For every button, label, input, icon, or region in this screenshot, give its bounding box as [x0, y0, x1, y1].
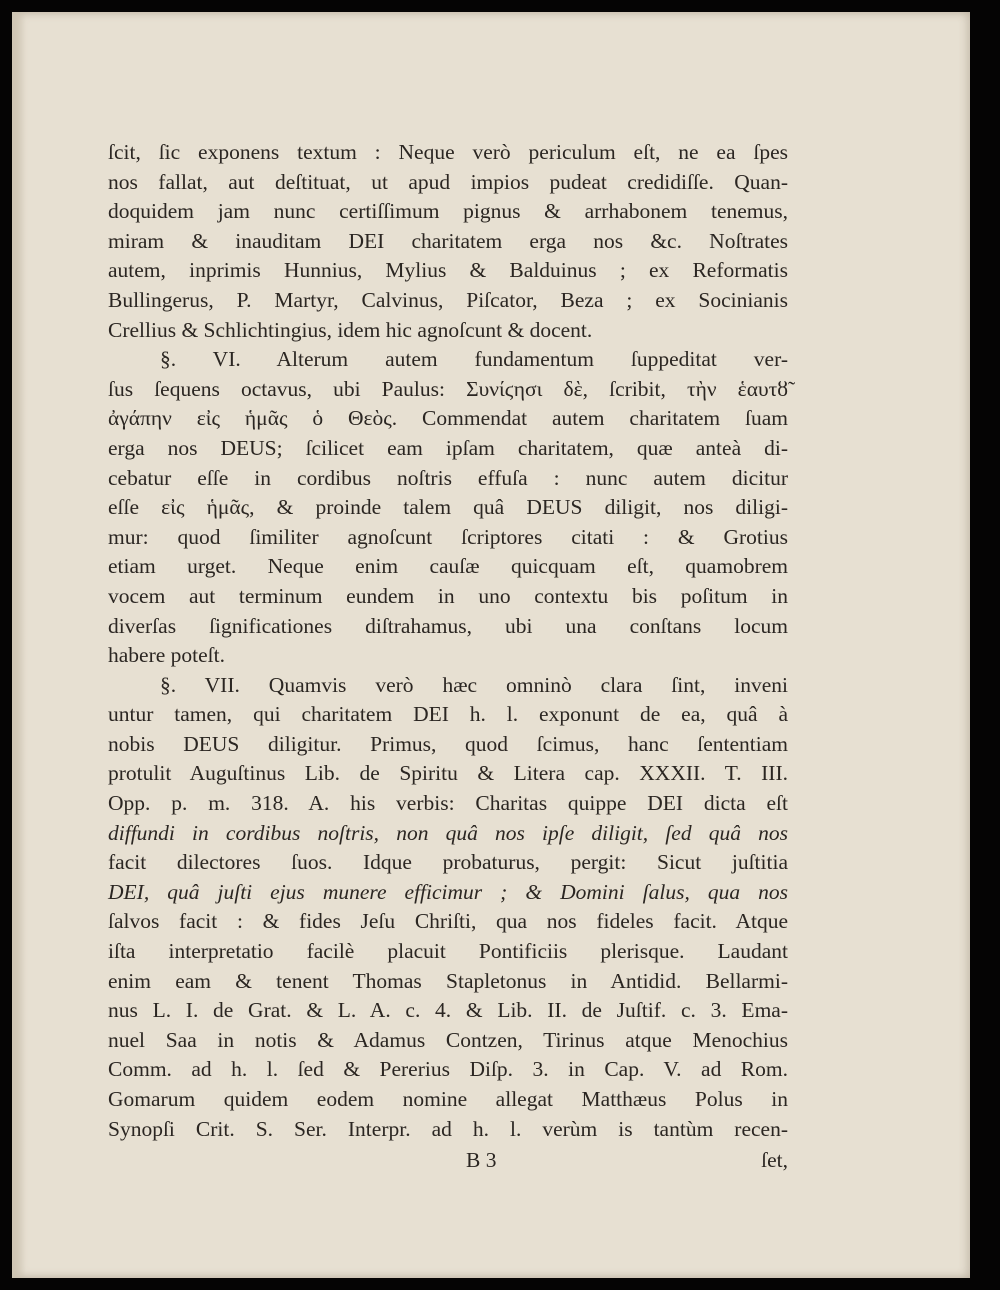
text-line: diffundi in cordibus noſtris, non quâ nos ipſe diligit, ſed quâ nos: [108, 820, 788, 845]
text-line: nuel Saa in notis & Adamus Contzen, Tirinus atque Menochius: [108, 1027, 788, 1052]
text-line: mur: quod ſimiliter agnoſcunt ſcriptores citati : & Grotius: [108, 524, 788, 549]
text-line: etiam urget. Neque enim cauſæ quicquam eſt, quamobrem: [108, 554, 788, 579]
text-line: protulit Auguſtinus Lib. de Spiritu & Litera cap. XXXII. T. III.: [108, 761, 788, 786]
text-line: Comm. ad h. l. ſed & Pererius Diſp. 3. in Cap. V. ad Rom.: [108, 1057, 788, 1082]
text-line: vocem aut terminum eundem in uno contextu bis poſitum in: [108, 583, 788, 608]
text-line: Synopſi Crit. S. Ser. Interpr. ad h. l. verùm is tantùm recen-: [108, 1116, 788, 1141]
catchword: ſet,: [761, 1148, 788, 1172]
text-line: ſcit, ſic exponens textum : Neque verò periculum eſt, ne ea ſpes: [108, 140, 788, 164]
body-text: [108, 138, 788, 1144]
text-line: facit dilectores ſuos. Idque probaturus, pergit: Sicut juſtitia: [108, 850, 788, 875]
text-line: doquidem jam nunc certiſſimum pignus & arrhabonem tenemus,: [108, 199, 788, 224]
text-line: Crellius & Schlichtingius, idem hic agnoſcunt & docent.: [108, 317, 593, 342]
signature-mark: B 3: [466, 1148, 497, 1172]
section-heading-line: §. VII. Quamvis verò hæc omninò clara ſint, inveni: [160, 672, 788, 697]
text-line: Bullingerus, P. Martyr, Calvinus, Piſcator, Beza ; ex Socinianis: [108, 287, 788, 312]
text-line: nobis DEUS diligitur. Primus, quod ſcimus, hanc ſententiam: [108, 731, 788, 756]
text-line: nos fallat, aut deſtituat, ut apud impios pudeat credidiſſe. Quan-: [108, 169, 788, 194]
text-line: eſſe εἰς ἡμᾶς, & proinde talem quâ DEUS diligit, nos diligi-: [108, 495, 788, 520]
text-line: ſalvos facit : & fides Jeſu Chriſti, qua nos fideles facit. Atque: [108, 909, 788, 934]
text-line: habere poteſt.: [108, 643, 226, 668]
text-line: iſta interpretatio facilè placuit Pontificiis plerisque. Laudant: [108, 939, 788, 964]
page-binding-shadow: [12, 12, 26, 1278]
text-line: untur tamen, qui charitatem DEI h. l. exponunt de ea, quâ à: [108, 702, 788, 727]
text-line: DEI, quâ juſti ejus munere efficimur ; & Domini ſalus, qua nos: [108, 879, 788, 904]
text-line: diverſas ſignificationes diſtrahamus, ubi una conſtans locum: [108, 613, 788, 638]
text-line: erga nos DEUS; ſcilicet eam ipſam charitatem, quæ anteà di-: [108, 435, 788, 460]
text-line: nus L. I. de Grat. & L. A. c. 4. & Lib. II. de Juſtif. c. 3. Ema-: [108, 998, 788, 1023]
text-line: Gomarum quidem eodem nomine allegat Matthæus Polus in: [108, 1087, 788, 1111]
text-line: ἀγάπην εἰς ἡμᾶς ὁ Θεὸς. Commendat autem charitatem ſuam: [108, 406, 788, 431]
page-footer: [108, 1148, 788, 1178]
text-line: miram & inauditam DEI charitatem erga nos &c. Noſtrates: [108, 228, 788, 253]
text-line: ſus ſequens octavus, ubi Paulus: Συνίϛησι δὲ, ſcribit, τὴν ἑαυτȣ̃: [108, 376, 788, 401]
section-heading-line: §. VI. Alterum autem fundamentum ſuppeditat ver-: [160, 347, 788, 372]
text-line: cebatur eſſe in cordibus noſtris effuſa : nunc autem dicitur: [108, 465, 788, 490]
text-line: enim eam & tenent Thomas Stapletonus in Antidid. Bellarmi-: [108, 968, 788, 993]
text-line: autem, inprimis Hunnius, Mylius & Balduinus ; ex Reformatis: [108, 258, 788, 283]
text-line: Opp. p. m. 318. A. his verbis: Charitas quippe DEI dicta eſt: [108, 791, 788, 816]
